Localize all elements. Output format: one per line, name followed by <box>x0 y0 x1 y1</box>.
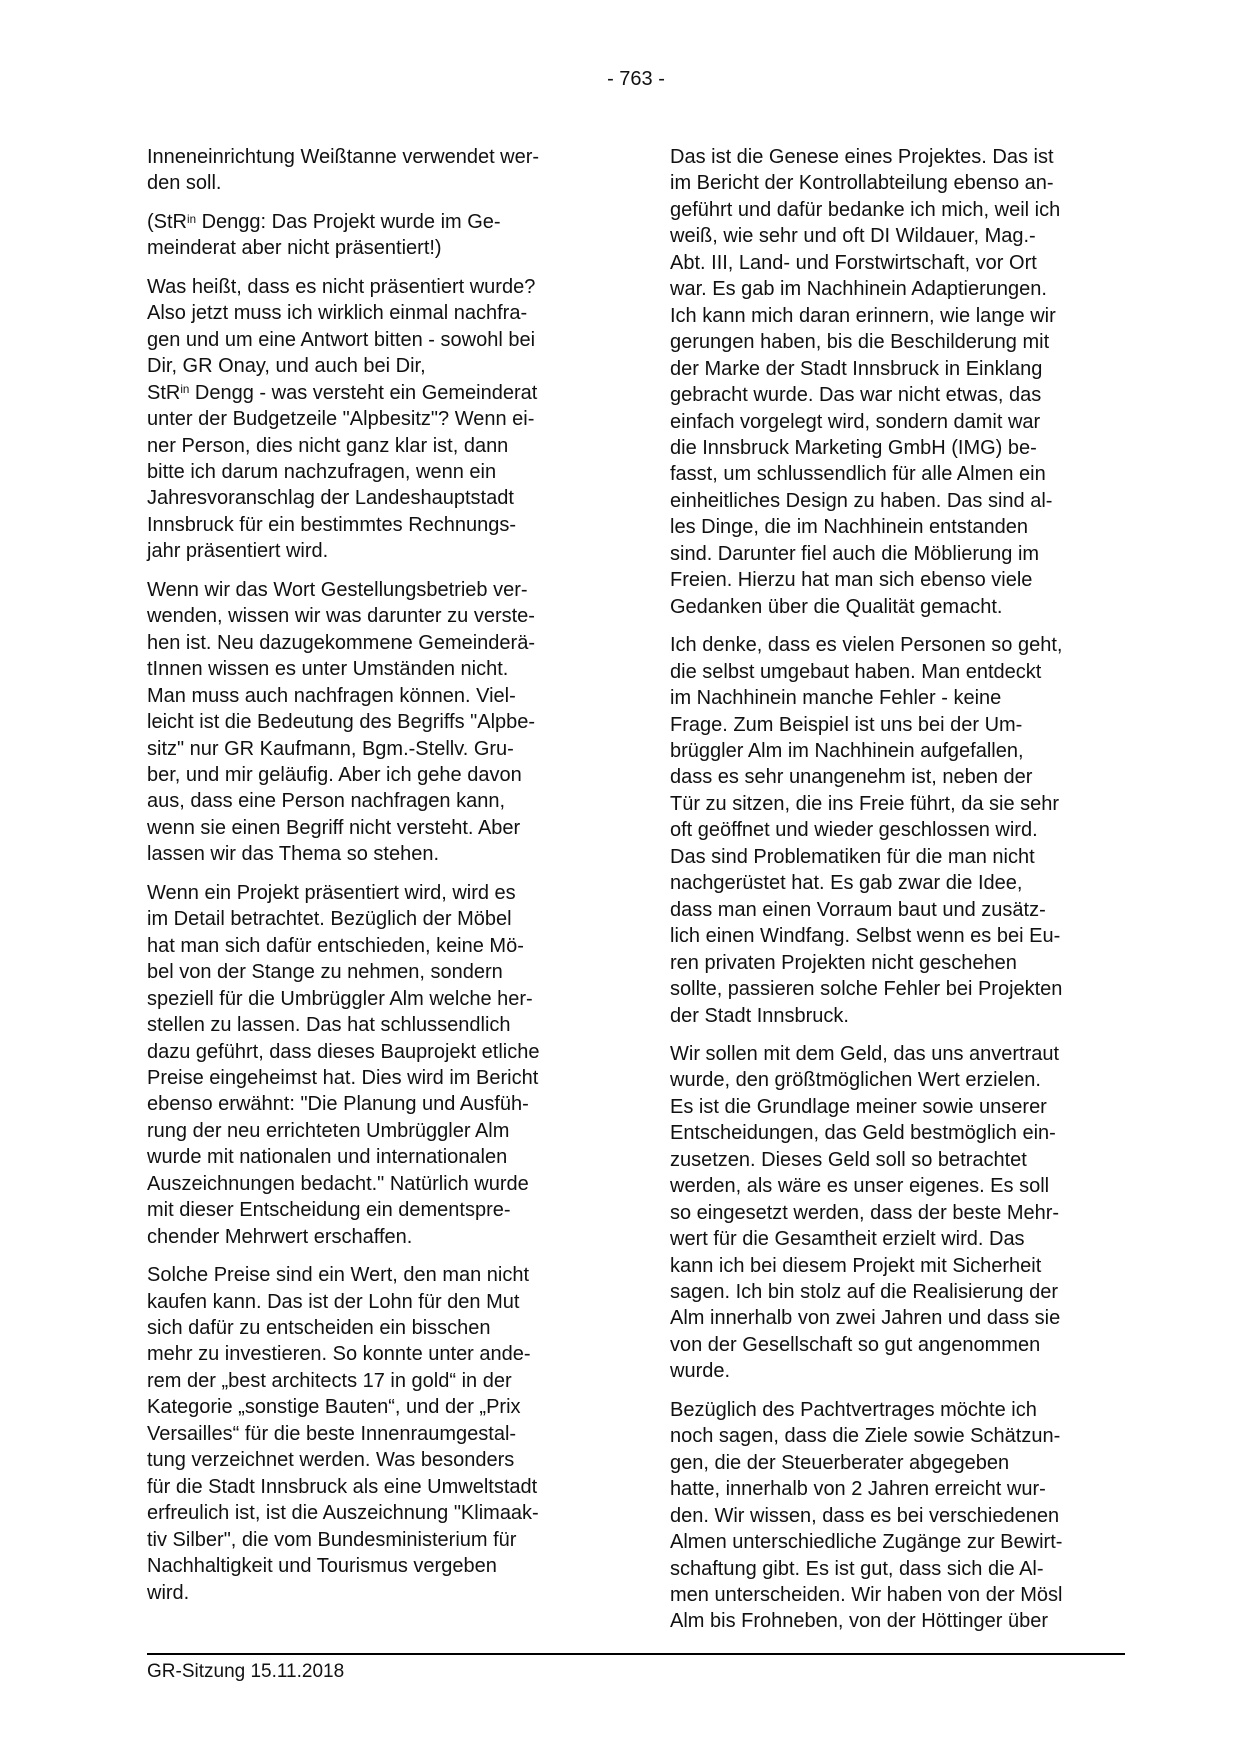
paragraph: Bezüglich des Pachtvertrages möchte ich noch sagen, dass die Ziele sowie Schätzun- gen, die der Steuerberater abgegeben hatte, innerhalb von 2 Jahren erreicht wur- den. Wir wissen, dass es bei verschiedenen Almen unterschiedliche Zugänge zur Bewirt- schaftung gibt. Es ist gut, dass sich die Al- men unterscheiden. Wir haben von der Mösl Alm bis Frohneben, von der Höttinger über <box>670 1398 1063 1633</box>
paragraph: (StR$^{in}$ Dengg: Das Projekt wurde im Ge- meinderat aber nicht präsentiert!) <box>147 210 501 260</box>
text-column-left <box>147 144 597 1635</box>
footer-text: GR-Sitzung 15.11.2018 <box>147 1661 345 1682</box>
paragraph: Solche Preise sind ein Wert, den man nicht kaufen kann. Das ist der Lohn für den Mut sich dafür zu entscheiden ein bisschen mehr zu investieren. So konnte unter ande- rem der „best architects 17 in gold“ in der Kategorie „sonstige Bauten“, und der „Prix Versailles“ für die beste Innenraumgestal- tung verzeichnet werden. Was besonders für die Stadt Innsbruck als eine Umweltstadt erfreulich ist, ist die Auszeichnung "Klimaak- tiv Silber", die vom Bundesministerium für Nachhaltigkeit und Tourismus vergeben wird. <box>147 1264 539 1604</box>
page-number: - 763 - <box>607 68 665 90</box>
text-column-right <box>670 144 1120 1635</box>
paragraph: Ich denke, dass es vielen Personen so geht, die selbst umgebaut haben. Man entdeckt im Nachhinein manche Fehler - keine Frage. Zum Beispiel ist uns bei der Um- brüggler Alm im Nachhinein aufgefallen, dass es sehr unangenehm ist, neben der Tür zu sitzen, die ins Freie führt, da sie sehr oft geöffnet und wieder geschlossen wird. Das sind Problematiken für die man nicht nachgerüstet hat. Es gab zwar die Idee, dass man einen Vorraum baut und zusätz- lich einen Windfang. Selbst wenn es bei Eu- ren privaten Projekten nicht geschehen sollte, passieren solche Fehler bei Projekten der Stadt Innsbruck. <box>670 634 1063 1027</box>
page-body <box>147 144 1125 1635</box>
paragraph: Wir sollen mit dem Geld, das uns anvertraut wurde, den größtmöglichen Wert erzielen. Es ist die Grundlage meiner sowie unserer Entscheidungen, das Geld bestmöglich ein- zusetzen. Dieses Geld soll so betrachtet werden, als wäre es unser eigenes. Es soll so eingesetzt werden, dass der beste Mehr- wert für die Gesamtheit erzielt wird. Das kann ich bei diesem Projekt mit Sicherheit sagen. Ich bin stolz auf die Realisierung der Alm innerhalb von zwei Jahren und dass sie von der Gesellschaft so gut angenommen wurde. <box>670 1042 1061 1383</box>
paragraph: Wenn wir das Wort Gestellungsbetrieb ver- wenden, wissen wir was darunter zu verste- hen ist. Neu dazugekommene Gemeinderä- tInnen wissen es unter Umständen nicht. Man muss auch nachfragen können. Viel- leicht ist die Bedeutung des Begriffs "Alpbe- sitz" nur GR Kaufmann, Bgm.-Stellv. Gru- ber, und mir geläufig. Aber ich gehe davon aus, dass eine Person nachfragen kann, wenn sie einen Begriff nicht versteht. Aber lassen wir das Thema so stehen. <box>147 578 536 866</box>
paragraph: Inneneinrichtung Weißtanne verwendet wer- den soll. <box>147 146 540 195</box>
paragraph: Das ist die Genese eines Projektes. Das ist im Bericht der Kontrollabteilung ebenso an- geführt und dafür bedanke ich mich, weil ich weiß, wie sehr und oft DI Wildauer, Mag.- Abt. III, Land- und Forstwirtschaft, vor Ort war. Es gab im Nachhinein Adaptierungen. Ich kann mich daran erinnern, wie lange wir gerungen haben, bis die Beschilderung mit der Marke der Stadt Innsbruck in Einklang gebracht wurde. Das war nicht etwas, das einfach vorgelegt wird, sondern damit war die Innsbruck Marketing GmbH (IMG) be- fasst, um schlussendlich für alle Almen ein einheitliches Design zu haben. Das sind al- les Dinge, die im Nachhinein entstanden sind. Darunter fiel auch die Möblierung im Freien. Hierzu hat man sich ebenso viele Gedanken über die Qualität gemacht. <box>670 146 1061 618</box>
paragraph: Was heißt, dass es nicht präsentiert wurde? Also jetzt muss ich wirklich einmal nachfra- gen und um eine Antwort bitten - sowohl bei Dir, GR Onay, und auch bei Dir, StR$^{in}$ Dengg - was versteht ein Gemeinderat unter der Budgetzeile "Alpbesitz"? Wenn ei- ner Person, dies nicht ganz klar ist, dann bitte ich darum nachzufragen, wenn ein Jahresvoranschlag der Landeshauptstadt Innsbruck für ein bestimmtes Rechnungs- jahr präsentiert wird. <box>147 275 538 563</box>
paragraph: Wenn ein Projekt präsentiert wird, wird es im Detail betrachtet. Bezüglich der Möbel hat man sich dafür entschieden, keine Mö- bel von der Stange zu nehmen, sondern speziell für die Umbrüggler Alm welche her- stellen zu lassen. Das hat schlussendlich dazu geführt, dass dieses Bauprojekt etliche Preise eingeheimst hat. Dies wird im Bericht ebenso erwähnt: "Die Planung und Ausfüh- rung der neu errichteten Umbrüggler Alm wurde mit nationalen und internationalen Auszeichnungen bedacht." Natürlich wurde mit dieser Entscheidung ein dementspre- chender Mehrwert erschaffen. <box>147 881 540 1248</box>
page-footer <box>147 1653 1125 1684</box>
